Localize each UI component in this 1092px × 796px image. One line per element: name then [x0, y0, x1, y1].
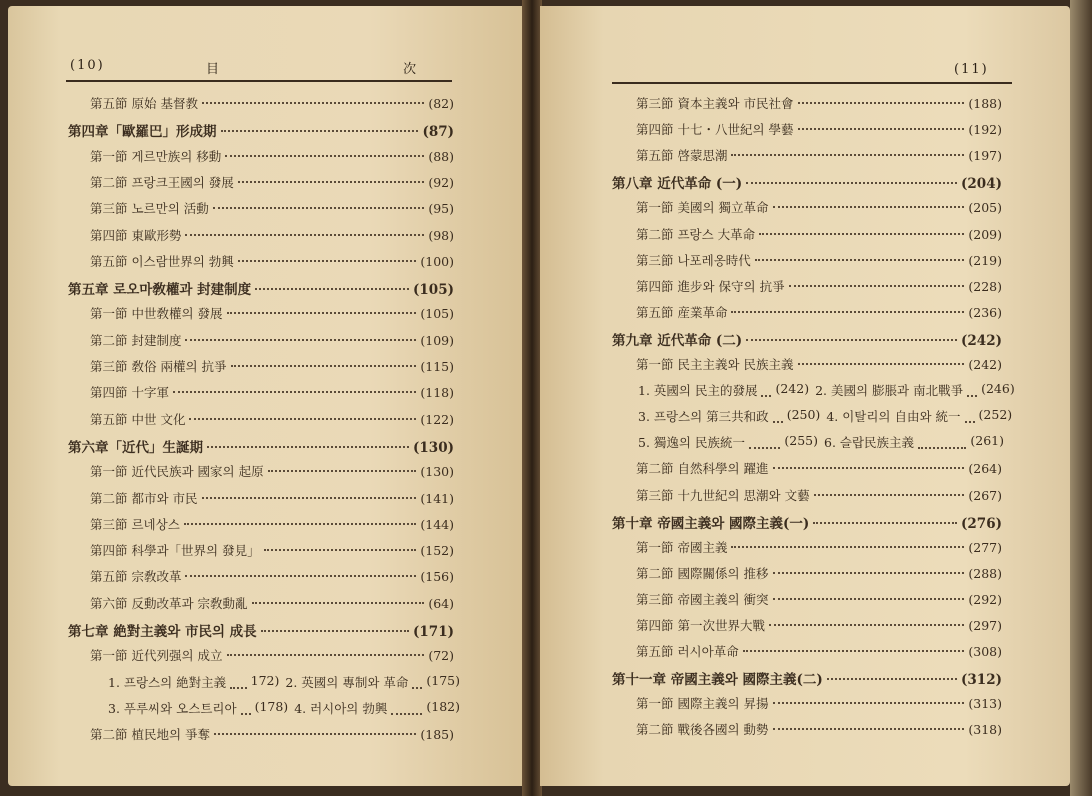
toc-leader-dots	[798, 102, 965, 104]
toc-entry-page: (92)	[428, 174, 454, 190]
toc-subsection-page: (242)	[775, 381, 810, 397]
toc-entry-label: 第五章 로오마敎權과 封建制度	[68, 282, 252, 299]
toc-subsection-label: 1. 英國의 民主的發展	[638, 383, 758, 399]
toc-entry-label: 第五節 啓蒙思潮	[636, 148, 728, 164]
toc-subsection-row	[108, 699, 460, 719]
toc-entry-label: 第四章「歐羅巴」形成期	[68, 124, 217, 141]
toc-entry-page: (105)	[413, 282, 454, 299]
toc-leader-dots	[746, 339, 957, 341]
toc-section-row	[636, 251, 1002, 271]
toc-entry-label: 第四節 第一次世界大戰	[636, 618, 765, 633]
toc-leader-dots	[391, 695, 422, 715]
toc-entry-label: 第十一章 帝國主義와 國際主義(二)	[612, 672, 823, 689]
toc-subsection-item	[826, 407, 1012, 427]
book-gutter	[522, 0, 542, 796]
toc-subsection-item	[638, 381, 809, 401]
toc-leader-dots	[213, 207, 425, 209]
toc-entry-label: 第四節 進步와 保守의 抗爭	[636, 278, 785, 294]
toc-leader-dots	[789, 285, 965, 287]
toc-leader-dots	[773, 598, 965, 600]
toc-section-row	[90, 226, 454, 246]
toc-entry-label: 第一節 民主主義와 民族主義	[636, 357, 794, 372]
toc-section-row	[90, 357, 454, 377]
toc-subsection-page: (250)	[786, 407, 821, 423]
toc-section-row	[636, 642, 1002, 662]
toc-section-row	[636, 694, 1002, 714]
toc-chapter-row	[612, 172, 1002, 192]
toc-entry-page: (64)	[428, 595, 454, 611]
toc-section-row	[636, 564, 1002, 584]
toc-section-row	[90, 515, 454, 535]
toc-entry-label: 第九章 近代革命 (二)	[612, 332, 743, 349]
toc-entry-page: (144)	[420, 516, 454, 532]
toc-section-row	[90, 725, 454, 745]
toc-leader-dots	[759, 233, 964, 235]
toc-entry-label: 第三節 資本主義와 市民社會	[636, 96, 794, 111]
toc-entry-label: 第一節 近代民族과 國家의 起原	[90, 464, 264, 480]
toc-entry-label: 第一節 帝國主義	[636, 539, 728, 555]
toc-entry-page: (205)	[968, 200, 1002, 216]
toc-entry-label: 第二節 都市와 市民	[90, 490, 198, 506]
toc-subsection-label: 3. 푸루씨와 오스트리아	[108, 700, 237, 716]
toc-subsection-item	[638, 407, 820, 427]
toc-entry-page: (118)	[420, 385, 454, 401]
toc-subsection-page: (252)	[978, 407, 1013, 423]
toc-subsection-page: (255)	[784, 433, 818, 449]
toc-entry-label: 第二節 프랑크王國의 發展	[90, 174, 234, 190]
toc-subsection-page: (178)	[254, 698, 289, 714]
toc-entry-page: (264)	[968, 461, 1002, 477]
toc-entry-page: (130)	[413, 439, 454, 456]
left-header-rule	[66, 80, 452, 82]
toc-subsection-page: (175)	[426, 672, 460, 688]
toc-leader-dots	[261, 630, 409, 632]
right-page-number: (11)	[954, 62, 989, 77]
toc-entry-label: 第四節 東歐形勢	[90, 227, 182, 243]
toc-section-row	[90, 646, 454, 666]
toc-subsection-item	[285, 673, 460, 693]
toc-entry-label: 第二節 自然科學의 躍進	[636, 461, 769, 477]
toc-leader-dots	[798, 363, 965, 365]
toc-entry-label: 第五節 宗敎改革	[90, 569, 182, 585]
toc-entry-page: (277)	[968, 539, 1002, 555]
toc-entry-page: (288)	[968, 565, 1002, 581]
toc-subsection-item	[294, 699, 460, 719]
toc-entry-label: 第一節 中世敎權의 發展	[90, 306, 223, 322]
toc-subsection-label: 2. 美國의 膨脹과 南北戰爭	[815, 383, 964, 399]
toc-leader-dots	[227, 312, 417, 314]
toc-leader-dots	[827, 678, 957, 680]
toc-subsection-label: 2. 英國의 專制와 革命	[285, 674, 409, 690]
toc-section-row	[636, 459, 1002, 479]
toc-leader-dots	[749, 429, 780, 449]
toc-entry-page: (297)	[968, 618, 1002, 633]
toc-entry-page: (292)	[968, 591, 1002, 607]
toc-section-row	[90, 541, 454, 561]
toc-entry-label: 第三節 노르만의 活動	[90, 201, 209, 217]
toc-subsection-label: 1. 프랑스의 絶對主義	[108, 674, 227, 690]
toc-entry-page: (115)	[420, 359, 454, 374]
toc-entry-label: 第二節 戰後各國의 動勢	[636, 722, 769, 738]
toc-entry-label: 第四節 科學과「世界의 發見」	[90, 543, 260, 559]
toc-leader-dots	[813, 522, 957, 524]
toc-entry-label: 第二節 國際關係의 推移	[636, 565, 769, 581]
toc-section-row	[90, 410, 454, 430]
toc-leader-dots	[731, 311, 964, 313]
toc-section-row	[636, 538, 1002, 558]
toc-entry-page: (122)	[420, 411, 454, 427]
toc-chapter-row	[612, 668, 1002, 688]
toc-leader-dots	[264, 549, 417, 551]
toc-subsection-page: 172)	[250, 672, 280, 688]
toc-chapter-row	[612, 329, 1002, 349]
toc-entry-page: (130)	[420, 464, 454, 480]
toc-section-row	[636, 303, 1002, 323]
toc-leader-dots	[965, 403, 975, 423]
toc-section-row	[90, 462, 454, 482]
toc-entry-label: 第五節 原始 基督教	[90, 96, 198, 111]
toc-entry-label: 第五節 러시아革命	[636, 644, 739, 660]
toc-entry-page: (100)	[420, 253, 454, 269]
toc-section-row	[636, 198, 1002, 218]
toc-subsection-item	[108, 673, 279, 693]
toc-entry-label: 第一節 美國의 獨立革命	[636, 200, 769, 216]
toc-entry-page: (236)	[968, 304, 1002, 320]
toc-leader-dots	[746, 182, 957, 184]
toc-entry-label: 第三節 르네상스	[90, 516, 180, 532]
toc-leader-dots	[221, 130, 419, 132]
toc-leader-dots	[173, 391, 416, 393]
toc-subsection-label: 4. 이탈리의 自由와 統一	[826, 409, 961, 425]
toc-entry-page: (312)	[961, 672, 1002, 689]
toc-entry-page: (88)	[428, 148, 454, 164]
toc-entry-page: (109)	[420, 332, 454, 348]
toc-leader-dots	[761, 377, 771, 397]
toc-leader-dots	[207, 446, 409, 448]
toc-leader-dots	[185, 575, 416, 577]
toc-entry-page: (204)	[961, 176, 1002, 193]
toc-section-row	[636, 720, 1002, 740]
toc-leader-dots	[184, 523, 417, 525]
toc-section-row	[636, 616, 1002, 636]
toc-leader-dots	[252, 602, 425, 604]
toc-entry-page: (141)	[420, 490, 454, 506]
toc-subsection-row	[108, 673, 460, 693]
toc-leader-dots	[412, 669, 422, 689]
toc-entry-page: (308)	[968, 644, 1002, 660]
toc-entry-label: 第三節 나포레옹時代	[636, 252, 751, 268]
left-page-header-title: 目 次	[206, 62, 507, 77]
toc-leader-dots	[268, 470, 417, 472]
toc-subsection-page: (261)	[970, 433, 1004, 449]
toc-entry-page: (242)	[961, 332, 1002, 349]
toc-section-row	[636, 277, 1002, 297]
toc-entry-label: 第四節 十七・八世紀의 學藝	[636, 122, 794, 138]
toc-leader-dots	[773, 702, 965, 704]
toc-chapter-row	[68, 278, 454, 298]
toc-leader-dots	[773, 572, 965, 574]
toc-entry-page: (82)	[428, 96, 454, 111]
toc-entry-page: (171)	[413, 624, 454, 640]
toc-leader-dots	[189, 418, 416, 420]
toc-entry-page: (228)	[968, 278, 1002, 294]
toc-leader-dots	[773, 206, 965, 208]
toc-entry-page: (318)	[968, 722, 1002, 738]
toc-entry-label: 第六節 反動改革과 宗敎動亂	[90, 595, 248, 611]
toc-subsection-row	[638, 433, 1004, 453]
toc-section-row	[636, 146, 1002, 166]
toc-entry-label: 第二節 植民地의 爭奪	[90, 727, 211, 743]
toc-section-row	[90, 489, 454, 509]
toc-entry-page: (98)	[428, 227, 454, 243]
toc-section-row	[90, 383, 454, 403]
toc-leader-dots	[230, 669, 246, 689]
toc-section-row	[636, 355, 1002, 375]
toc-leader-dots	[227, 654, 425, 656]
toc-entry-page: (276)	[961, 515, 1002, 532]
toc-entry-page: (197)	[968, 148, 1002, 164]
right-header-rule	[612, 82, 1012, 84]
toc-entry-label: 第二節 프랑스 大革命	[636, 226, 756, 242]
right-page	[540, 6, 1070, 786]
toc-entry-label: 第四節 十字軍	[90, 385, 169, 401]
toc-chapter-row	[68, 620, 454, 640]
toc-subsection-label: 3. 프랑스의 第三共和政	[638, 409, 769, 425]
toc-leader-dots	[238, 181, 425, 183]
toc-entry-label: 第三節 帝國主義의 衝突	[636, 591, 769, 607]
toc-leader-dots	[238, 260, 417, 262]
toc-entry-label: 第七章 絶對主義와 市民의 成長	[68, 624, 257, 640]
toc-leader-dots	[755, 259, 965, 261]
toc-entry-page: (95)	[428, 201, 454, 217]
toc-entry-label: 第一節 近代列强의 成立	[90, 648, 223, 664]
toc-chapter-row	[68, 120, 454, 140]
toc-entry-label: 第五節 産業革命	[636, 304, 728, 320]
toc-section-row	[636, 486, 1002, 506]
toc-section-row	[90, 94, 454, 114]
toc-section-row	[636, 120, 1002, 140]
toc-leader-dots	[231, 365, 417, 367]
toc-subsection-item	[815, 381, 1015, 401]
toc-entry-page: (185)	[420, 727, 454, 743]
toc-leader-dots	[214, 733, 416, 735]
toc-entry-page: (72)	[428, 648, 454, 664]
toc-section-row	[90, 147, 454, 167]
toc-entry-label: 第五節 中世 文化	[90, 411, 186, 427]
toc-subsection-item	[108, 699, 288, 719]
toc-section-row	[636, 590, 1002, 610]
toc-section-row	[90, 199, 454, 219]
toc-entry-page: (188)	[968, 96, 1002, 111]
toc-section-row	[636, 225, 1002, 245]
toc-leader-dots	[743, 650, 965, 652]
toc-leader-dots	[967, 377, 977, 397]
toc-section-row	[90, 331, 454, 351]
toc-subsection-row	[638, 381, 1015, 401]
toc-entry-label: 第一節 게르만族의 移動	[90, 148, 222, 164]
toc-subsection-page: (246)	[981, 381, 1015, 397]
toc-leader-dots	[773, 728, 965, 730]
toc-entry-label: 第三節 十九世紀의 思潮와 文藝	[636, 487, 810, 503]
toc-section-row	[90, 173, 454, 193]
toc-section-row	[90, 594, 454, 614]
toc-leader-dots	[731, 546, 964, 548]
toc-leader-dots	[185, 234, 424, 236]
left-page	[8, 6, 524, 786]
toc-subsection-label: 5. 獨逸의 民族統一	[638, 435, 745, 451]
toc-section-row	[90, 567, 454, 587]
toc-leader-dots	[773, 467, 965, 469]
toc-leader-dots	[731, 154, 964, 156]
toc-entry-page: (313)	[968, 696, 1002, 712]
toc-entry-label: 第八章 近代革命 (一)	[612, 176, 743, 193]
toc-entry-label: 第六章「近代」生誕期	[68, 439, 203, 456]
toc-subsection-row	[638, 407, 1013, 427]
toc-leader-dots	[798, 128, 965, 130]
toc-leader-dots	[202, 497, 417, 499]
toc-entry-label: 第五節 이스람世界의 勃興	[90, 253, 234, 269]
toc-entry-label: 第一節 國際主義의 昇揚	[636, 696, 769, 712]
toc-subsection-page: (182)	[426, 698, 460, 714]
toc-leader-dots	[225, 155, 424, 157]
toc-section-row	[90, 304, 454, 324]
toc-section-row	[90, 252, 454, 272]
toc-leader-dots	[918, 429, 966, 449]
toc-leader-dots	[773, 403, 783, 423]
toc-leader-dots	[255, 288, 409, 290]
toc-leader-dots	[202, 102, 424, 104]
toc-subsection-item	[638, 433, 818, 453]
page-edges	[1070, 0, 1092, 796]
left-page-number: (10)	[70, 58, 105, 73]
toc-entry-page: (105)	[420, 306, 454, 322]
toc-subsection-label: 4. 러시아의 勃興	[294, 700, 388, 716]
toc-leader-dots	[769, 624, 964, 626]
toc-subsection-label: 6. 슬랍民族主義	[824, 435, 915, 451]
toc-entry-page: (267)	[968, 487, 1002, 503]
toc-chapter-row	[68, 436, 454, 456]
toc-entry-page: (242)	[968, 357, 1002, 372]
toc-entry-page: (209)	[968, 226, 1002, 242]
toc-entry-label: 第三節 敎俗 兩權의 抗爭	[90, 359, 227, 374]
toc-entry-page: (219)	[968, 252, 1002, 268]
toc-leader-dots	[185, 339, 416, 341]
toc-leader-dots	[241, 695, 251, 715]
toc-entry-label: 第十章 帝國主義와 國際主義(一)	[612, 515, 810, 532]
toc-entry-label: 第二節 封建制度	[90, 332, 182, 348]
toc-entry-page: (192)	[968, 122, 1002, 138]
toc-entry-page: (156)	[420, 569, 454, 585]
toc-entry-page: (152)	[420, 543, 454, 559]
toc-entry-page: (87)	[422, 124, 454, 141]
toc-chapter-row	[612, 512, 1002, 532]
toc-leader-dots	[814, 494, 965, 496]
toc-section-row	[636, 94, 1002, 114]
toc-subsection-item	[824, 433, 1004, 453]
